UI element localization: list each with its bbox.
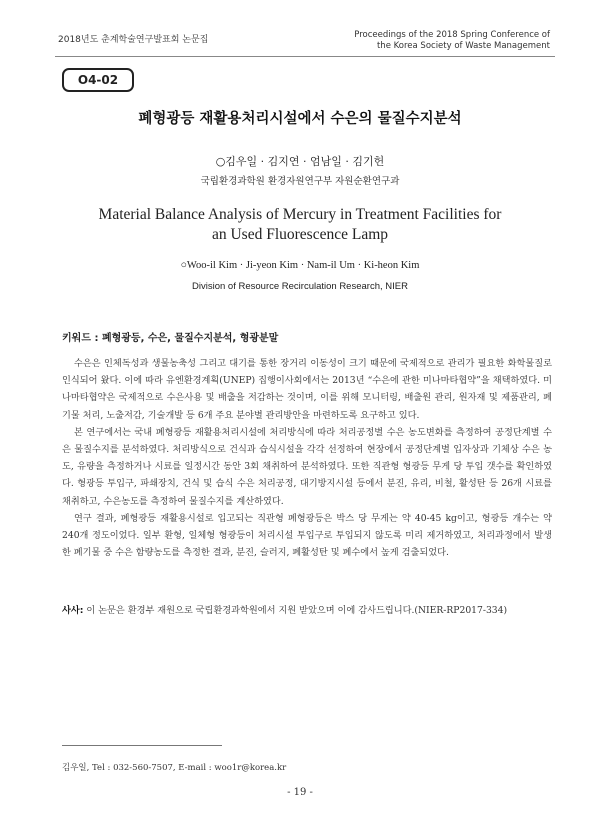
acknowledgement-label: 사사:	[62, 605, 84, 616]
running-header-right	[354, 30, 550, 52]
page-number: - 19 -	[287, 787, 313, 798]
title-korean: 폐형광등 재활용처리시설에서 수은의 물질수지분석	[138, 111, 462, 127]
paper-code-badge: O4-02	[62, 68, 134, 92]
header-rule	[55, 56, 555, 57]
paragraph-3: 연구 결과, 폐형광등 재활용시설로 입고되는 직관형 폐형광등은 박스 당 무게는 약 40-45 kg이고, 형광등 개수는 약 240개 정도이었다. 일부 환형, 일체형 형광등이 처리시설 투입구로 투입되지 않도록 미리 제거하였고, 처리과정에서 발생한 폐기물 중 수은 함량농도를 측정한 결과, 분진, 슬러지, 폐활성탄 및 폐수에서 높게 검출되었다.	[62, 512, 552, 559]
affiliation-english: Division of Resource Recirculation Research, NIER	[192, 281, 408, 292]
abstract-body	[62, 355, 552, 561]
title-english-line1: Material Balance Analysis of Mercury in Treatment Facilities for	[98, 206, 502, 223]
keywords: 키워드 : 폐형광등, 수은, 물질수지분석, 형광분말	[62, 333, 279, 344]
running-header-right-line2: the Korea Society of Waste Management	[376, 41, 550, 51]
footnote: 김우일, Tel : 032-560-7507, E-mail : woo1r@korea.kr	[62, 763, 287, 773]
running-header-left: 2018년도 춘계학술연구발표회 논문집	[58, 35, 209, 45]
paragraph-2: 본 연구에서는 국내 폐형광등 재활용처리시설에 처리방식에 따라 처리공정별 수은 농도변화를 측정하여 공정단계별 수은 물질수지를 분석하였다. 처리방식으로 건식과 습식시설을 각각 선정하여 현장에서 공정단계별 입자상과 기체상 수은 농도, 유량을 측정하거나 시료를 일정시간 동안 3회 채취하여 분석하였다. 또한 직관형 형광등 무게 당 투입 갯수를 확인하였다. 형광등 투입구, 파쇄장치, 건식 및 습식 수은 처리공정, 대기방지시설 등에서 분진, 유리, 비철, 활성탄 등 26개 시료를 채취하고, 수은농도를 측정하여 물질수지를 계산하였다.	[62, 426, 552, 507]
paragraph-1: 수은은 인체독성과 생물농축성 그리고 대기를 통한 장거리 이동성이 크기 때문에 국제적으로 관리가 필요한 화학물질로 인식되어 왔다. 이에 따라 유엔환경계획(UNEP) 집행이사회에서는 2013년 “수은에 관한 미나마타협약”을 채택하였다. 미나마타협약은 국제적으로 수은사용 및 배출을 저감하는 것이며, 이를 위해 모니터링, 배출원 관리, 원자재 및 제품관리, 폐기물 처리, 노출저감, 기술개발 등 6개 주요 분야별 관리방안을 마련하도록 요구하고 있다.	[62, 358, 552, 421]
title-english	[0, 205, 600, 245]
acknowledgement	[62, 602, 552, 616]
acknowledgement-text: 이 논문은 환경부 재원으로 국립환경과학원에서 지원 받았으며 이에 감사드립니다.(NIER-RP2017-334)	[83, 605, 508, 616]
authors-korean: ○김우일 · 김지연 · 엄남일 · 김기헌	[215, 155, 385, 168]
authors-english: ○Woo-il Kim · Ji-yeon Kim · Nam-il Um · Ki-heon Kim	[180, 260, 420, 271]
affiliation-korean: 국립환경과학원 환경자원연구부 자원순환연구과	[200, 176, 400, 187]
title-english-line2: an Used Fluorescence Lamp	[211, 226, 389, 243]
footnote-rule	[62, 745, 222, 746]
running-header-right-line1: Proceedings of the 2018 Spring Conference of	[354, 30, 550, 40]
